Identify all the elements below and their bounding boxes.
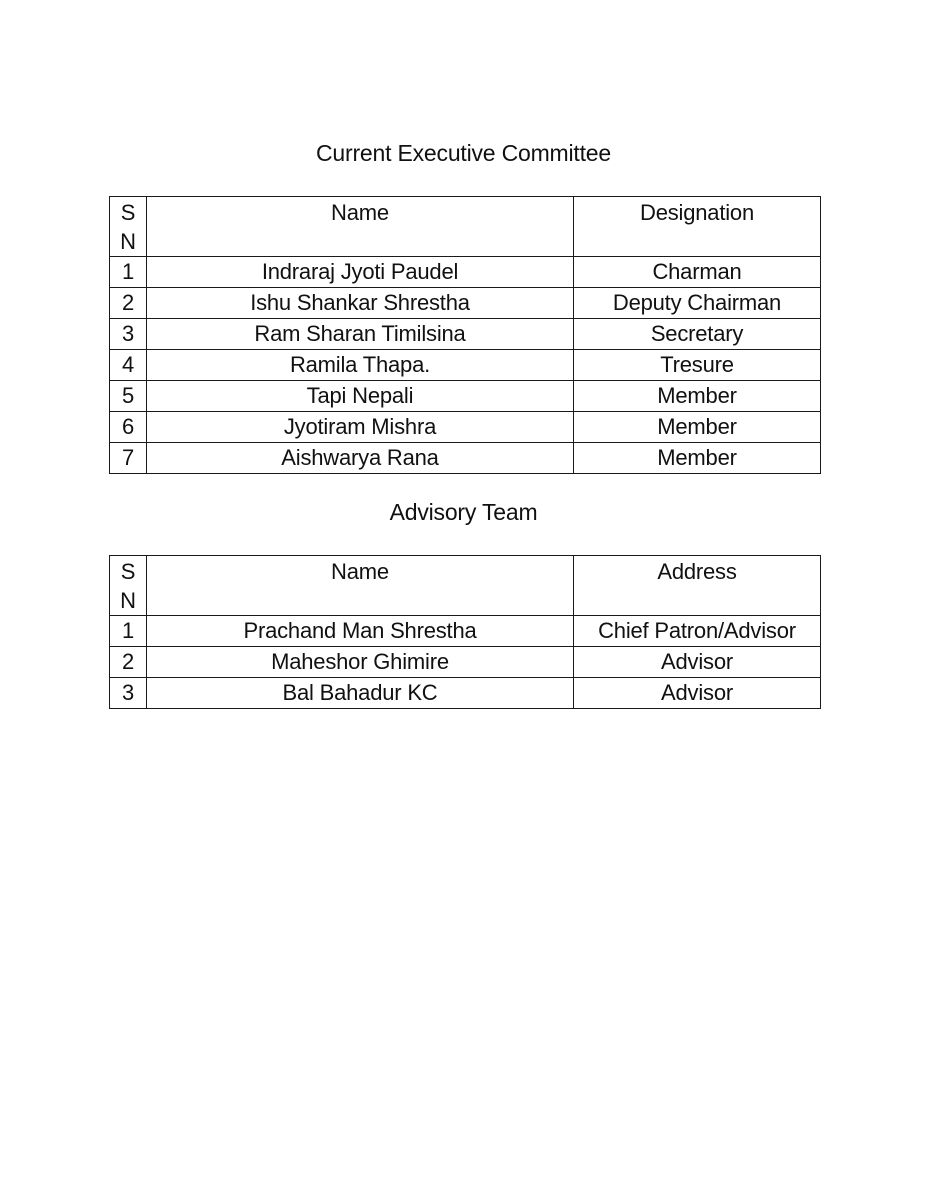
cell-designation: Deputy Chairman [574,288,821,319]
header-name: Name [147,197,574,257]
cell-designation: Secretary [574,319,821,350]
cell-address: Chief Patron/Advisor [574,616,821,647]
executive-committee-table [109,196,821,474]
cell-sn: 3 [110,678,147,709]
table-row [110,443,821,474]
cell-sn: 2 [110,288,147,319]
header-sn [110,197,147,257]
advisory-team-table [109,555,821,709]
cell-name: Ishu Shankar Shrestha [147,288,574,319]
cell-name: Maheshor Ghimire [147,647,574,678]
table-row [110,288,821,319]
cell-sn: 1 [110,616,147,647]
cell-sn: 4 [110,350,147,381]
cell-sn: 7 [110,443,147,474]
cell-name: Tapi Nepali [147,381,574,412]
advisory-team-title: Advisory Team [389,499,538,525]
header-sn-line2: N [120,588,136,613]
cell-name: Indraraj Jyoti Paudel [147,257,574,288]
header-address: Address [574,556,821,616]
table-header-row [110,556,821,616]
cell-address: Advisor [574,678,821,709]
cell-name: Jyotiram Mishra [147,412,574,443]
header-sn-line1: S [120,200,136,225]
cell-name: Ramila Thapa. [147,350,574,381]
table-row [110,647,821,678]
table-row [110,616,821,647]
cell-name: Ram Sharan Timilsina [147,319,574,350]
cell-designation: Member [574,412,821,443]
header-name: Name [147,556,574,616]
cell-designation: Charman [574,257,821,288]
cell-name: Prachand Man Shrestha [147,616,574,647]
header-sn-line2: N [120,229,136,254]
table-row [110,257,821,288]
cell-sn: 2 [110,647,147,678]
cell-name: Bal Bahadur KC [147,678,574,709]
table-row [110,319,821,350]
table-row [110,412,821,443]
table-row [110,350,821,381]
cell-address: Advisor [574,647,821,678]
table-row [110,678,821,709]
header-designation: Designation [574,197,821,257]
table-header-row [110,197,821,257]
cell-sn: 6 [110,412,147,443]
cell-designation: Tresure [574,350,821,381]
executive-committee-title: Current Executive Committee [316,140,611,166]
cell-sn: 1 [110,257,147,288]
cell-sn: 5 [110,381,147,412]
table-row [110,381,821,412]
header-sn-line1: S [120,559,136,584]
header-sn [110,556,147,616]
cell-sn: 3 [110,319,147,350]
cell-name: Aishwarya Rana [147,443,574,474]
cell-designation: Member [574,381,821,412]
cell-designation: Member [574,443,821,474]
